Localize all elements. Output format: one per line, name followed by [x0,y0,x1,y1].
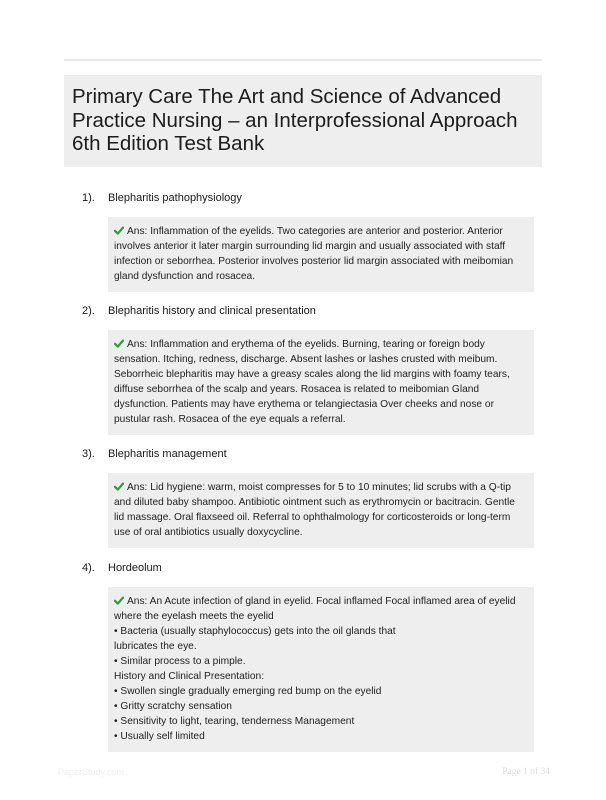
answer-line: • Usually self limited [114,731,205,742]
answer-text: Ans: An Acute infection of gland in eyelid. Focal inflamed Focal inflamed area of eyelid where the eyelash meets the eyelid [114,596,516,622]
question-number: 3). [82,448,95,460]
check-icon [114,226,124,235]
answer-box [108,330,534,435]
question-text: Blepharitis pathophysiology [108,192,242,204]
answer-line: • Bacteria (usually staphylococcus) gets into the oil glands that [114,626,396,637]
check-icon [114,339,124,348]
answer-line: • Gritty scratchy sensation [114,701,232,712]
question-text: Blepharitis history and clinical presentation [108,305,316,317]
question-number: 2). [82,305,95,317]
question-header [82,304,534,318]
answer-text: Ans: Lid hygiene: warm, moist compresses for 5 to 10 minutes; lid scrubs with a Q-tip and diluted baby shampoo. Antibiotic ointment such as erythromycin or bacitracin. Gentle lid massage. Oral flaxseed oil. Referral to ophthalmology for corticosteroids or long-term use of oral antibiotics usually doxycycline. [114,482,515,538]
answer-line: • Sensitivity to light, tearing, tenderness Management [114,716,355,727]
question-text: Blepharitis management [108,448,227,460]
answer-line: lubricates the eye. [114,641,197,652]
question-header [82,561,534,575]
question-header [82,191,534,205]
answer-box [108,473,534,548]
check-icon [114,596,124,605]
document-title: Primary Care The Art and Science of Advanced Practice Nursing – an Interprofessional Approach 6th Edition Test Bank [72,85,518,155]
answer-box [108,587,534,752]
check-icon [114,482,124,491]
footer-site-watermark: PaperStudy.com [58,767,124,777]
footer-page-number: Page 1 of 34 [502,767,550,777]
question-header [82,447,534,461]
question-number: 1). [82,192,95,204]
top-divider [64,59,542,61]
question-1 [82,191,534,292]
title-banner [64,75,542,167]
answer-box [108,217,534,292]
question-2 [82,304,534,435]
answer-text: Ans: Inflammation and erythema of the eyelids. Burning, tearing or foreign body sensation. Itching, redness, discharge. Absent lashes or lashes crusted with meibum. Seborrheic blepharitis may have a greasy scales along the lid margins with foamy tears, diffuse seborrhea of the scalp and years. Rosacea is related to meibomian Gland dysfunction. Patients may have erythema or telangiectasia Over cheeks and nose or pustular rash. Rosacea of the eye equals a referral. [114,339,510,425]
question-3 [82,447,534,548]
answer-text: Ans: Inflammation of the eyelids. Two categories are anterior and posterior. Anterior involves anterior it later margin surrounding lid margin and usually associated with staff infection or seborrhea. Posterior involves posterior lid margin associated with meibomian gland dysfunction and rosacea. [114,226,514,282]
question-number: 4). [82,562,95,574]
answer-line: History and Clinical Presentation: [114,671,265,682]
question-text: Hordeolum [108,562,162,574]
answer-line: • Similar process to a pimple. [114,656,246,667]
question-4 [82,561,534,752]
answer-line: • Swollen single gradually emerging red bump on the eyelid [114,686,382,697]
